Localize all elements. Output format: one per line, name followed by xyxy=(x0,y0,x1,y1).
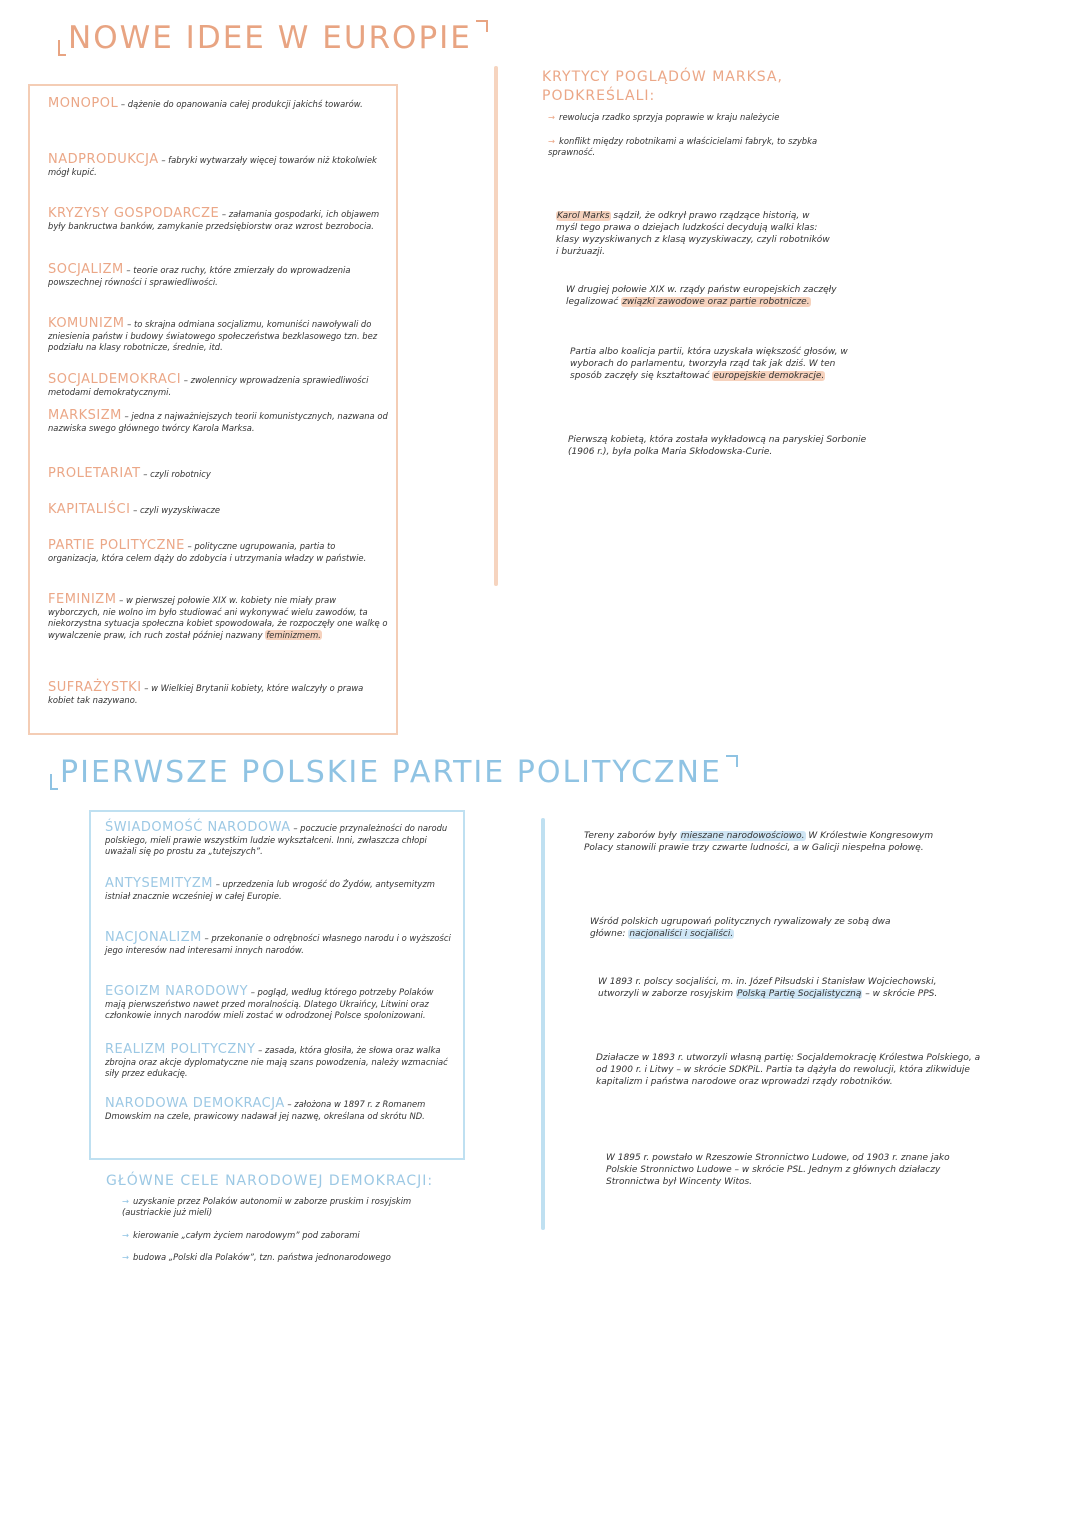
definition-marksizm: MARKSIZM – jedna z najważniejszych teorii komunistycznych, nazwana od nazwiska swego głównego twórcy Karola Marksa. xyxy=(48,408,388,433)
definition-partie: PARTIE POLITYCZNE – polityczne ugrupowania, partia to organizacja, która celem dąży do zdobycia i utrzymania władzy w państwie. xyxy=(48,538,367,563)
definition-nacjonalizm: NACJONALIZM – przekonanie o odrębności własnego narodu i o wyższości jego interesów nad interesami innych narodów. xyxy=(105,930,451,955)
critics-point-2: → konflikt między robotnikami a właścicielami fabryk, to szybka sprawność. xyxy=(548,136,818,157)
note-psl: W 1895 r. powstało w Rzeszowie Stronnictwo Ludowe, od 1903 r. znane jako Polskie Stronnictwo Ludowe – w skrócie PSL. Jednym z głównych działaczy Stronnictwa był Wincenty Witos. xyxy=(606,1153,950,1187)
definition-kryzysy: KRYZYSY GOSPODARCZE – załamania gospodarki, ich objawem były bankructwa banków, zamykanie przedsiębiorstw oraz wzrost bezrobocia. xyxy=(48,206,380,231)
section-title-polish-parties: PIERWSZE POLSKIE PARTIE POLITYCZNE xyxy=(50,755,738,790)
definition-socjaldemokraci: SOCJALDEMOKRACI – zwolennicy wprowadzenia sprawiedliwości metodami demokratycznymi. xyxy=(48,372,369,397)
definition-realizm: REALIZM POLITYCZNY – zasada, która głosiła, że słowa oraz walka zbrojna oraz akcje dyplomatyczne nie mają szans powodzenia, należy wzmacniać siły przez edukację. xyxy=(105,1042,448,1078)
arrow-right-icon: → xyxy=(122,1196,130,1206)
arrow-right-icon: → xyxy=(122,1230,130,1240)
note-zwiazki: W drugiej połowie XIX w. rządy państw europejskich zaczęły legalizować związki zawodowe oraz partie robotnicze. xyxy=(566,285,837,307)
note-karol-marks: Karol Marks sądził, że odkrył prawo rządzące historią, w myśl tego prawa o dziejach ludzkości decydują walki klas: klasy wyzyskiwanych z klasą wyzyskiwaczy, czyli robotników i burżuazji. xyxy=(556,211,830,257)
definitions-box-new-ideas xyxy=(28,84,398,735)
definition-sufrazystki: SUFRAŻYSTKI – w Wielkiej Brytanii kobiety, które walczyły o prawa kobiet tak nazywano. xyxy=(48,680,364,705)
nd-goal-1: → uzyskanie przez Polaków autonomii w zaborze pruskim i rosyjskim (austriackie już mieli) xyxy=(122,1196,412,1217)
definition-socjalizm: SOCJALIZM – teorie oraz ruchy, które zmierzały do wprowadzenia powszechnej równości i sprawiedliwości. xyxy=(48,262,351,287)
definition-egoizm: EGOIZM NARODOWY – pogląd, według którego potrzeby Polaków mają pierwszeństwo nawet przed moralnością. Dlatego Ukraińcy, Litwini oraz członkowie innych narodów mieli zostać w odrodzonej Polsce spolonizowani. xyxy=(105,984,434,1020)
note-pps: W 1893 r. polscy socjaliści, m. in. Józef Piłsudski i Stanisław Wojciechowski, utworzyli w zaborze rosyjskim Polską Partię Socjalistyczną – w skrócie PPS. xyxy=(598,977,938,999)
definition-monopol: MONOPOL – dążenie do opanowania całej produkcji jakichś towarów. xyxy=(48,96,363,111)
note-sdkpil: Działacze w 1893 r. utworzyli własną partię: Socjaldemokrację Królestwa Polskiego, a od 1900 r. i Litwy – w skrócie SDKPiL. Partia ta dążyła do rewolucji, która zlikwiduje kapitalizm i państwa narodowe oraz wprowadzi rządy robotników. xyxy=(596,1053,981,1087)
definition-swiadomosc: ŚWIADOMOŚĆ NARODOWA – poczucie przynależności do narodu polskiego, mieli prawie wszystkim ludzie wykształceni. Inni, zwłaszcza chłopi uważali się po prostu za „tutejszych”. xyxy=(105,820,448,856)
definition-komunizm: KOMUNIZM – to skrajna odmiana socjalizmu, komuniści nawoływali do zniesienia państw i budowy światowego społeczeństwa bezklasowego tzn. bez podziału na klasy robotnicze, średnie, itd. xyxy=(48,316,378,352)
definitions-box-polish-parties xyxy=(89,810,465,1160)
section-title-new-ideas: NOWE IDEE W EUROPIE xyxy=(58,20,488,56)
note-tereny-zaborow: Tereny zaborów były mieszane narodowościowo. W Królestwie Kongresowym Polacy stanowili prawie trzy czwarte ludności, a w Galicji niespełna połowę. xyxy=(584,831,934,853)
divider-line-orange xyxy=(494,66,498,586)
definition-antysemityzm: ANTYSEMITYZM – uprzedzenia lub wrogość do Żydów, antysemityzm istniał znacznie wcześniej w całej Europie. xyxy=(105,876,435,901)
nd-goal-3: → budowa „Polski dla Polaków”, tzn. państwa jednonarodowego xyxy=(122,1252,391,1262)
definition-feminizm: FEMINIZM – w pierwszej połowie XIX w. kobiety nie miały praw wyborczych, nie wolno im było studiować ani wykonywać wielu zawodów, ta niekorzystna sytuacja społeczna kobiet spowodowała, że rozpoczęły one walkę o wywalczenie praw, ich ruch został później nazwany feminizmem. xyxy=(48,592,388,640)
definition-kapitalisci: KAPITALIŚCI – czyli wyzyskiwacze xyxy=(48,502,221,517)
nd-goals-heading: GŁÓWNE CELE NARODOWEJ DEMOKRACJI: xyxy=(106,1173,434,1189)
arrow-right-icon: → xyxy=(548,112,556,122)
critics-point-1: → rewolucja rzadko sprzyja poprawie w kraju należycie xyxy=(548,112,780,122)
note-sklodowska: Pierwszą kobietą, która została wykładowcą na paryskiej Sorbonie (1906 r.), była polka Maria Skłodowska-Curie. xyxy=(568,435,867,457)
arrow-right-icon: → xyxy=(122,1252,130,1262)
critics-heading: KRYTYCY POGLĄDÓW MARKSA, PODKREŚLALI: xyxy=(542,69,783,104)
nd-goal-2: → kierowanie „całym życiem narodowym” pod zaborami xyxy=(122,1230,360,1240)
arrow-right-icon: → xyxy=(548,136,556,146)
definition-nadprodukcja: NADPRODUKCJA – fabryki wytwarzały więcej towarów niż ktokolwiek mógł kupić. xyxy=(48,152,377,177)
definition-proletariat: PROLETARIAT – czyli robotnicy xyxy=(48,466,211,481)
definition-narodowa-demokracja: NARODOWA DEMOKRACJA – założona w 1897 r. z Romanem Dmowskim na czele, prawicowy nadawał jej nazwę, określana od skrótu ND. xyxy=(105,1096,426,1121)
divider-line-blue xyxy=(541,818,545,1230)
note-ugrupowania: Wśród polskich ugrupowań politycznych rywalizowały ze sobą dwa główne: nacjonaliści i socjaliści. xyxy=(590,917,891,939)
note-partia: Partia albo koalicja partii, która uzyskała większość głosów, w wyborach do parlamentu, tworzyła rząd tak jak dziś. W ten sposób zaczęły się kształtować europejskie demokracje. xyxy=(570,347,848,381)
